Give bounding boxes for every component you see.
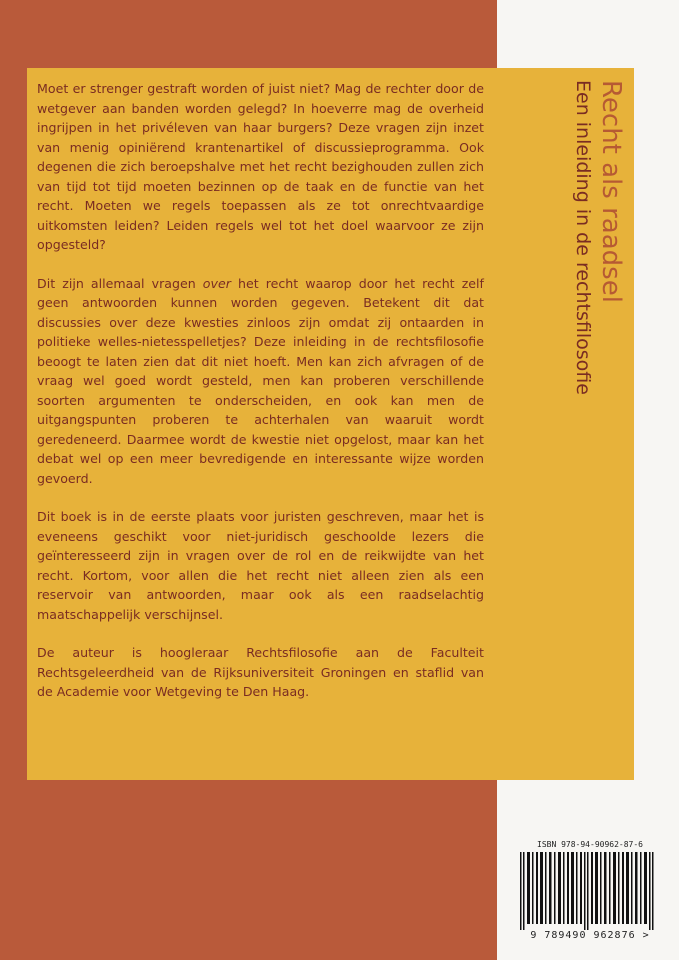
barcode-digits: 9 789490 962876 > — [530, 930, 650, 941]
blurb-paragraph-1: Moet er strenger gestraft worden of juist niet? Mag de rechter door de wetgever aan banden worden gelegd? In hoeverre mag de overheid ingrijpen in het privéleven van haar burgers? Deze vragen zijn inzet van menig opiniërend krantenartikel of discussieprogramma. Ook degenen die zich beroepshalve met het recht bezighouden zullen zich van tijd tot tijd moeten bezinnen op de taak en de functie van het recht. Moeten we regels toepassen als ze tot onrechtvaardige uitkomsten leiden? Leiden regels wel tot het doel waarvoor ze zijn opgesteld? — [37, 81, 484, 252]
back-cover-blurb — [37, 79, 484, 721]
barcode — [510, 840, 670, 950]
blurb-paragraph-2-start: Dit zijn allemaal vragen — [37, 275, 203, 291]
isbn-label: ISBN 978-94-90962-87-6 — [537, 840, 643, 849]
blurb-paragraph-3: Dit boek is in de eerste plaats voor juristen geschreven, maar het is eveneens geschikt voor niet-juridisch geschoolde lezers die geïnteresseerd zijn in vragen over de rol en de reikwijdte van het recht. Kortom, voor allen die het recht niet alleen zien als een reservoir van antwoorden, maar ook als een raadselachtig maatschappelijk verschijnsel. — [37, 509, 484, 622]
book-title: Recht als raadsel — [596, 80, 626, 303]
book-subtitle: Een inleiding in de rechtsfilosofie — [572, 80, 594, 395]
author-bio: De auteur is hoogleraar Rechtsfilosofie aan de Faculteit Rechtsgeleerdheid van de Rijksuniversiteit Groningen en staflid van de Academie voor Wetgeving te Den Haag. — [37, 645, 484, 699]
blurb-paragraph-2 — [37, 274, 484, 489]
blurb-paragraph-2-rest: het recht waarop door het recht zelf geen antwoorden kunnen worden gegeven. Betekent dit dat discussies over deze kwesties zinloos zijn omdat zij ontaarden in politieke welles-nietesspelletjes? Deze inleiding in de rechtsfilosofie beoogt te laten zien dat dit niet hoeft. Men kan zich afvragen of de vraag wel goed wordt gesteld, men kan proberen verschillende soorten argumenten te onderscheiden, en ook kan men de uitgangspunten proberen te achterhalen van waaruit wordt geredeneerd. Daarmee wordt de kwestie niet opgelost, maar kan het debat wel op een meer bevredigende en interessante wijze worden gevoerd. — [37, 275, 484, 486]
barcode-bars — [514, 852, 666, 930]
blurb-emphasis: over — [202, 275, 231, 291]
spine-title-block — [570, 80, 626, 395]
